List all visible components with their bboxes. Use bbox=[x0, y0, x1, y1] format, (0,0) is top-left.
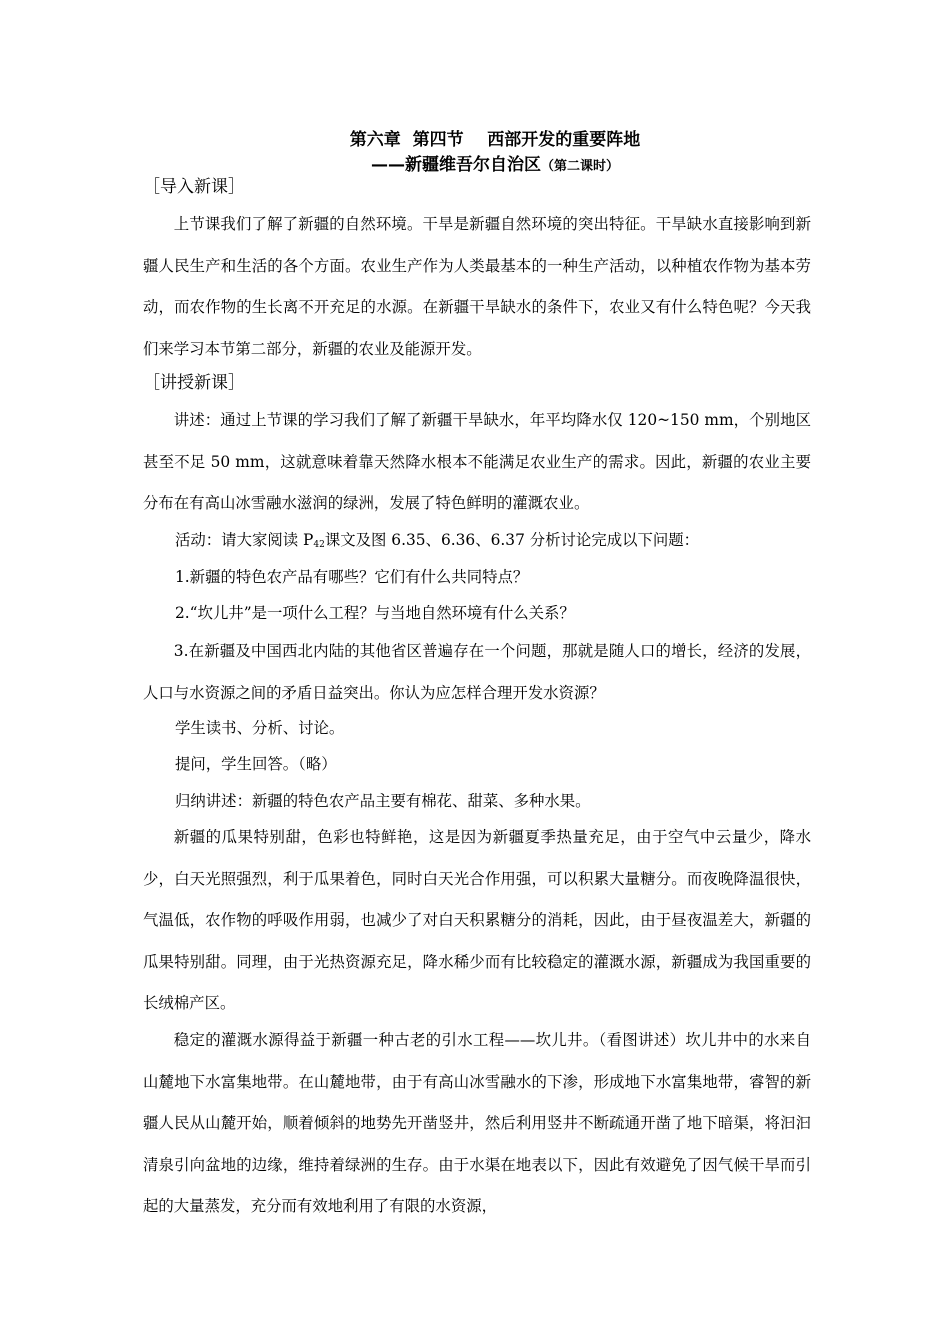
subtitle-lesson: （第二课时） bbox=[540, 159, 619, 174]
title-block bbox=[0, 127, 950, 179]
students-activity: 学生读书、分析、讨论。 bbox=[175, 719, 345, 737]
paragraph-activity bbox=[175, 528, 699, 557]
summary-statement: 归纳讲述：新疆的特色农产品主要有棉花、甜菜、多种水果。 bbox=[175, 792, 591, 810]
question-3: 3.在新疆及中国西北内陆的其他省区普遍存在一个问题，那就是随人口的增长，经济的发展，人口与水资源之间的矛盾日益突出。你认为应怎样合理开发水资源？ bbox=[143, 642, 811, 702]
question-answer: 提问，学生回答。（略） bbox=[175, 755, 337, 773]
activity-text-start: 活动：请大家阅读 P bbox=[175, 531, 314, 549]
section-heading-teach: ［讲授新课］ bbox=[143, 373, 245, 393]
paragraph-karez: 稳定的灌溉水源得益于新疆一种古老的引水工程——坎儿井。（看图讲述）坎儿井中的水来自山麓地下水富集地带。在山麓地带，由于有高山冰雪融水的下渗，形成地下水富集地带，睿智的新疆人民从山麓开始，顺着倾斜的地势先开凿竖井，然后利用竖井不断疏通开凿了地下暗渠，将汩汩清泉引向盆地的边缘，维持着绿洲的生存。由于水渠在地表以下，因此有效避免了因气候干旱而引起的大量蒸发，充分而有效地利用了有限的水资源， bbox=[143, 1031, 811, 1215]
paragraph-intro: 上节课我们了解了新疆的自然环境。干旱是新疆自然环境的突出特征。干旱缺水直接影响到新疆人民生产和生活的各个方面。农业生产作为人类最基本的一种生产活动，以种植农作物为基本劳动，而农作物的生长离不开充足的水源。在新疆干旱缺水的条件下，农业又有什么特色呢？今天我们来学习本节第二部分，新疆的农业及能源开发。 bbox=[143, 215, 811, 358]
question-1: 1.新疆的特色农产品有哪些？它们有什么共同特点？ bbox=[175, 568, 529, 586]
paragraph-lecture: 讲述：通过上节课的学习我们了解了新疆干旱缺水，年平均降水仅 120~150 mm，个别地区甚至不足 50 mm，这就意味着靠天然降水根本不能满足农业生产的需求。因此，新疆的农业主要分布在有高山冰雪融水滋润的绿洲，发展了特色鲜明的灌溉农业。 bbox=[143, 411, 811, 512]
chapter-title: 第六章 第四节 西部开发的重要阵地 bbox=[349, 130, 641, 150]
activity-page-number: 42 bbox=[313, 540, 325, 550]
question-2: 2.“坎儿井”是一项什么工程？与当地自然环境有什么关系？ bbox=[175, 604, 575, 622]
subtitle-main: ——新疆维吾尔自治区 bbox=[370, 155, 541, 175]
paragraph-melon: 新疆的瓜果特别甜，色彩也特鲜艳，这是因为新疆夏季热量充足，由于空气中云量少，降水少，白天光照强烈，利于瓜果着色，同时白天光合作用强，可以积累大量糖分。而夜晚降温很快，气温低，农作物的呼吸作用弱，也减少了对白天积累糖分的消耗，因此，由于昼夜温差大，新疆的瓜果特别甜。同理，由于光热资源充足，降水稀少而有比较稳定的灌溉水源，新疆成为我国重要的长绒棉产区。 bbox=[143, 828, 811, 1012]
activity-text-end: 课文及图 6.35、6.36、6.37 分析讨论完成以下问题： bbox=[324, 531, 700, 549]
section-heading-intro: ［导入新课］ bbox=[143, 177, 245, 197]
